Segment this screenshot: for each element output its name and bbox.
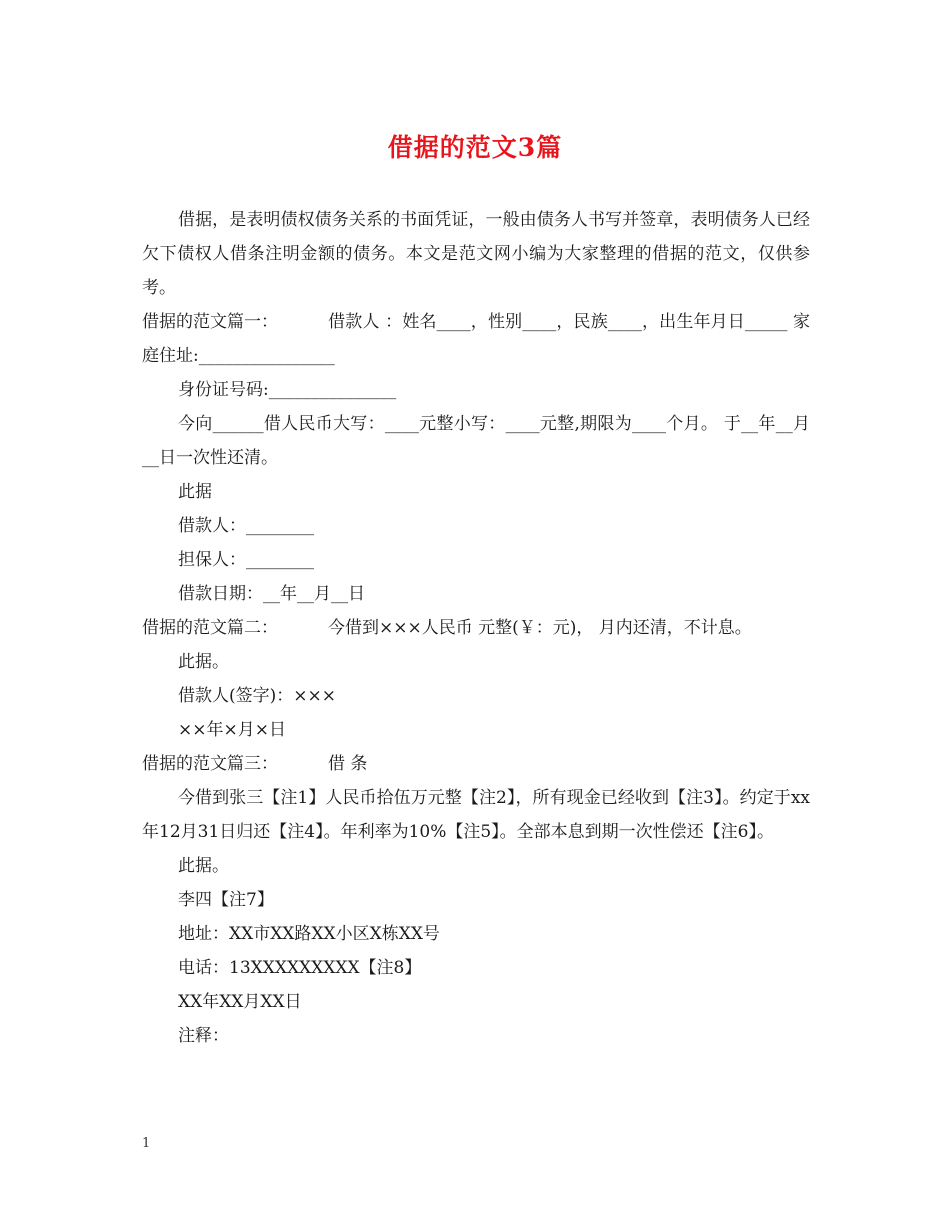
section1-borrower-signature: 借款人：________ (178, 516, 314, 536)
document-title: 借据的范文3篇 (387, 133, 563, 162)
section2-ci-ju: 此据。 (178, 652, 229, 672)
section3-phone: 电话：13XXXXXXXXX【注8】 (178, 958, 422, 978)
document-body (142, 203, 810, 1053)
section1-guarantor-signature: 担保人：________ (178, 550, 314, 570)
section2-first-line (142, 611, 810, 645)
section1-loan-date: 借款日期：__年__月__日 (178, 584, 365, 604)
section2-borrower-signature: 借款人(签字)：××× (178, 686, 336, 706)
section3-first-line (142, 747, 810, 781)
section2-loan-text: 今借到×××人民币 元整(￥：元)， 月内还清，不计息。 (328, 618, 752, 638)
section3-date: XX年XX月XX日 (178, 992, 302, 1012)
section3-body-paragraph: 今借到张三【注1】人民币拾伍万元整【注2】，所有现金已经收到【注3】。约定于xx年12月31日归还【注4】。年利率为10%【注5】。全部本息到期一次性偿还【注6】。 (142, 788, 810, 842)
section3-address: 地址：XX市XX路XX小区X栋XX号 (178, 924, 440, 944)
section1-borrower-info: 借款人 ：姓名____，性别____，民族____，出生年月日_____ 家庭住址:________________ (142, 312, 810, 366)
section3-iou-title: 借 条 (328, 754, 368, 774)
section2-heading: 借据的范文篇二： (142, 618, 278, 638)
section1-first-line (142, 305, 810, 373)
intro-paragraph: 借据，是表明债权债务关系的书面凭证，一般由债务人书写并签章，表明债务人已经欠下债权人借条注明金额的债务。本文是范文网小编为大家整理的借据的范文，仅供参考。 (142, 210, 810, 298)
section1-heading: 借据的范文篇一： (142, 312, 278, 332)
section2-date: ××年×月×日 (178, 720, 286, 740)
section1-loan-line: 今向______借人民币大写：____元整小写：____元整,期限为____个月。 于__年__月__日一次性还清。 (142, 414, 810, 468)
section3-borrower-name: 李四【注7】 (178, 890, 274, 910)
section1-id-line: 身份证号码:_______________ (178, 380, 397, 400)
section3-notes-label: 注释： (178, 1026, 229, 1046)
section3-ci-ju: 此据。 (178, 856, 229, 876)
page-number: 1 (142, 1136, 151, 1151)
section1-ci-ju: 此据 (178, 482, 212, 502)
section3-heading: 借据的范文篇三： (142, 754, 278, 774)
